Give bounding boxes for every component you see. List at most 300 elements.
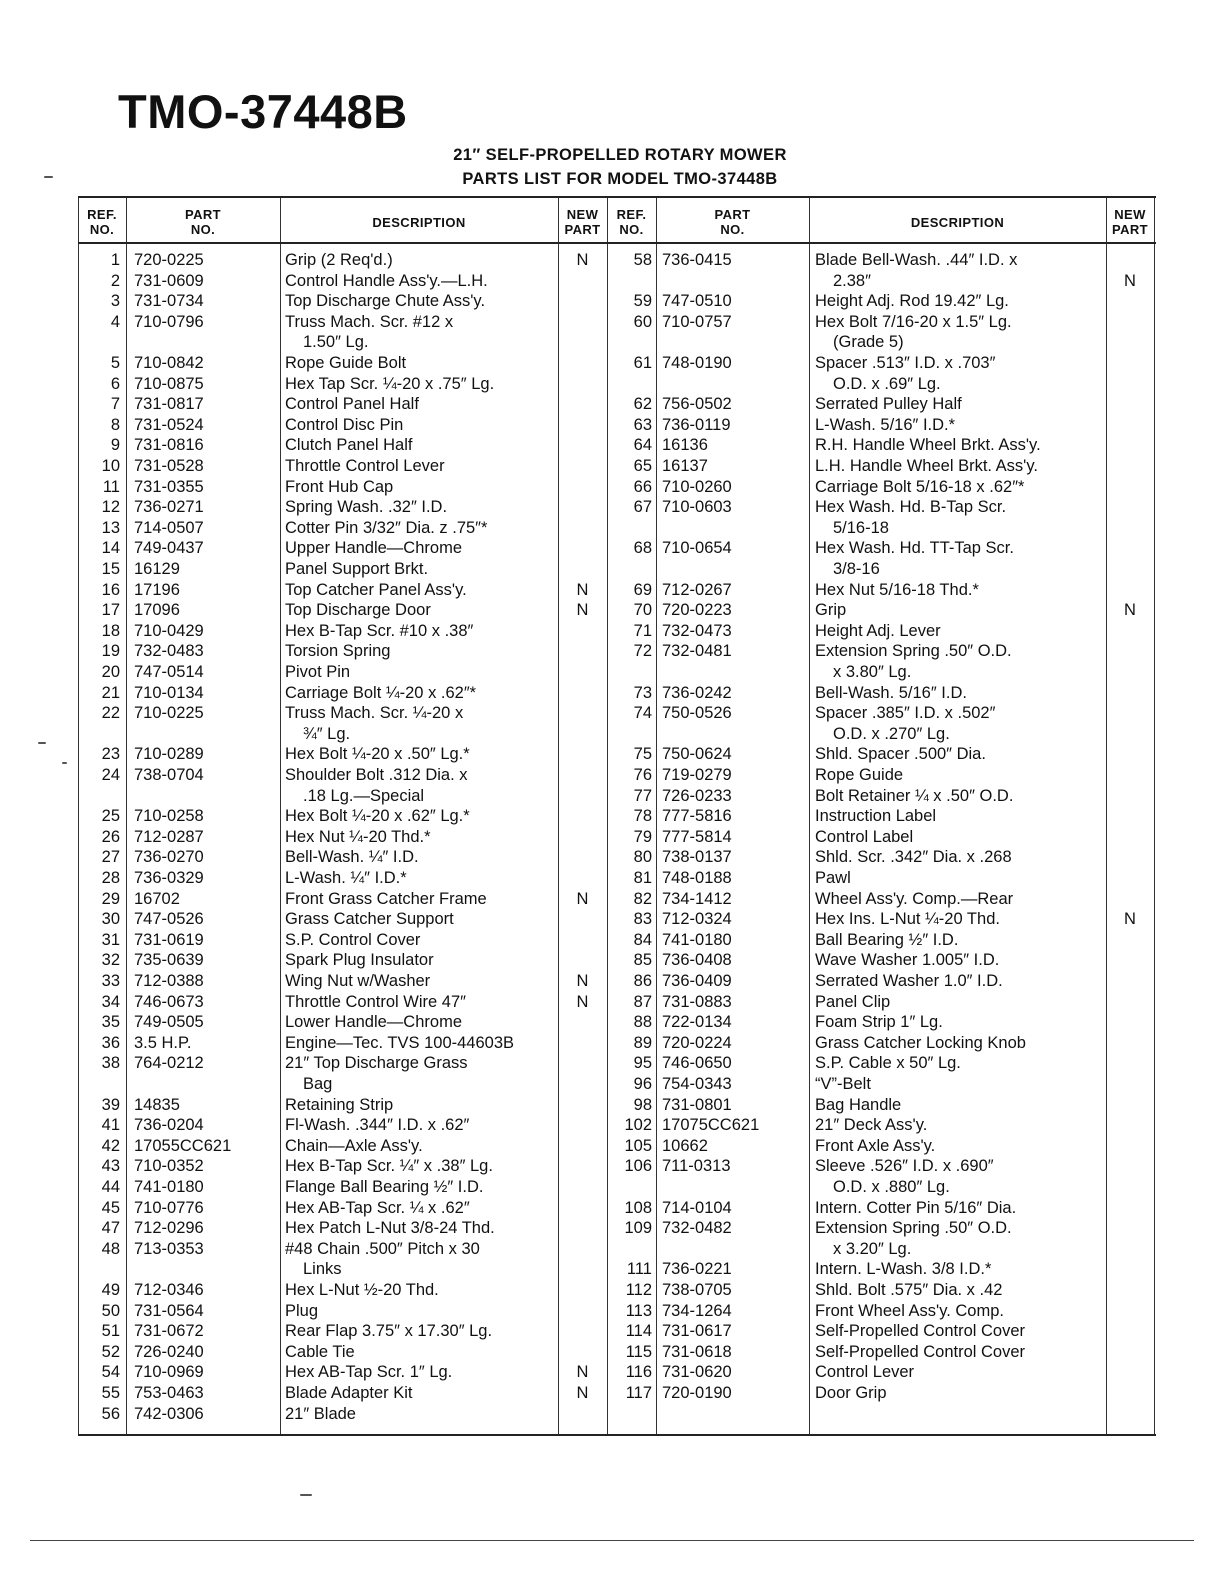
part-description: Top Discharge Chute Ass'y. [285, 292, 486, 311]
part-description: ¾″ Lg. [303, 724, 351, 743]
ref-number: 2 [110, 271, 120, 290]
part-description: Lower Handle—Chrome [285, 1013, 462, 1032]
part-description: (Grade 5) [833, 333, 904, 352]
table-row [78, 1074, 1156, 1095]
part-description: 1.50″ Lg. [303, 333, 369, 352]
part-number: 710-0352 [134, 1157, 204, 1176]
table-row [78, 497, 1156, 518]
table-row [78, 1383, 1156, 1404]
part-number: 734-1264 [662, 1301, 732, 1320]
header-description: DESCRIPTION [910, 214, 1005, 230]
part-number: 710-0842 [134, 354, 204, 372]
part-number: 734-1412 [662, 889, 732, 908]
part-description: Engine—Tec. TVS 100-44603B [285, 1033, 515, 1052]
ref-number: 52 [101, 1342, 120, 1361]
part-description: Front Grass Catcher Frame [285, 889, 487, 908]
ref-number: 21 [101, 683, 120, 702]
table-row [78, 1259, 1156, 1280]
part-description: S.P. Cable x 50″ Lg. [815, 1054, 961, 1073]
part-number: 731-0620 [662, 1363, 732, 1382]
part-number: 732-0482 [662, 1219, 732, 1238]
ref-number: 39 [101, 1095, 120, 1114]
ref-number: 58 [633, 251, 652, 269]
part-description: Grass Catcher Support [285, 910, 454, 929]
table-row [78, 827, 1156, 848]
header-description: DESCRIPTION [372, 214, 466, 230]
ref-number: 69 [633, 580, 652, 599]
part-number: 748-0188 [662, 869, 732, 887]
part-number: 731-0524 [134, 415, 204, 434]
part-description: Hex Wash. Hd. B-Tap Scr. [815, 498, 1007, 517]
part-number: 731-0528 [134, 457, 204, 475]
part-description: Shoulder Bolt .312 Dia. x [285, 766, 468, 784]
new-part-flag: N [576, 1384, 589, 1402]
table-row [78, 312, 1156, 333]
table-row [78, 580, 1156, 601]
ref-number: 78 [633, 807, 652, 826]
ref-number: 73 [633, 683, 652, 702]
ref-number: 44 [101, 1178, 120, 1196]
part-description: Extension Spring .50″ O.D. [815, 1219, 1012, 1238]
part-number: 720-0190 [662, 1384, 732, 1402]
part-description: Serrated Pulley Half [815, 395, 962, 414]
ref-number: 115 [625, 1342, 652, 1361]
table-row [78, 1301, 1156, 1322]
part-number: 753-0463 [134, 1384, 204, 1402]
ref-number: 84 [633, 930, 652, 949]
part-number: 731-0619 [134, 930, 204, 949]
part-description: Height Adj. Rod 19.42″ Lg. [815, 292, 1009, 311]
ref-number: 65 [633, 457, 652, 475]
part-number: 710-0776 [134, 1198, 204, 1217]
part-description: Intern. Cotter Pin 5/16″ Dia. [815, 1198, 1017, 1217]
part-number: 777-5814 [662, 827, 732, 846]
table-row [78, 332, 1156, 353]
part-number: 747-0510 [662, 292, 732, 311]
ref-number: 27 [101, 848, 120, 867]
part-number: 712-0296 [134, 1219, 204, 1238]
table-row [78, 559, 1156, 580]
part-number: 720-0225 [134, 251, 204, 269]
part-number: 17075CC621 [662, 1116, 760, 1135]
ref-number: 108 [624, 1198, 652, 1217]
ref-number: 6 [110, 374, 120, 393]
part-description: Spring Wash. .32″ I.D. [285, 498, 448, 517]
new-part-flag: N [576, 972, 589, 990]
ref-number: 62 [633, 395, 652, 414]
part-number: 756-0502 [662, 395, 732, 414]
part-description: x 3.80″ Lg. [833, 663, 912, 681]
ref-number: 85 [633, 951, 652, 970]
ref-number: 77 [633, 786, 652, 805]
part-number: 712-0346 [134, 1281, 204, 1299]
table-row [78, 374, 1156, 395]
ref-number: 36 [101, 1033, 120, 1052]
part-description: Hex Nut 5/16-18 Thd.* [815, 580, 979, 599]
part-description: Retaining Strip [285, 1095, 394, 1114]
part-description: Clutch Panel Half [285, 436, 413, 455]
part-description: #48 Chain .500″ Pitch x 30 [285, 1239, 480, 1258]
part-description: Wing Nut w/Washer [285, 972, 431, 990]
part-number: 16137 [662, 457, 708, 475]
part-number: 735-0639 [134, 951, 204, 970]
part-description: 21″ Blade [285, 1404, 356, 1423]
table-row [78, 621, 1156, 642]
new-part-flag: N [1124, 271, 1136, 290]
part-number: 731-0609 [134, 271, 204, 290]
part-description: Height Adj. Lever [815, 621, 941, 640]
part-number: 736-0270 [134, 848, 204, 867]
part-description: Blade Bell-Wash. .44″ I.D. x [815, 251, 1018, 269]
part-description: Front Axle Ass'y. [815, 1136, 936, 1155]
ref-number: 95 [633, 1054, 652, 1073]
part-number: 731-0618 [662, 1342, 732, 1361]
table-row [78, 641, 1156, 662]
part-number: 10662 [662, 1136, 708, 1155]
ref-number: 20 [101, 663, 120, 681]
part-description: Door Grip [815, 1384, 887, 1402]
table-row [78, 992, 1156, 1013]
part-description: S.P. Control Cover [285, 930, 421, 949]
part-description: Self-Propelled Control Cover [815, 1342, 1026, 1361]
part-number: 736-0271 [134, 498, 204, 517]
ref-number: 112 [625, 1281, 652, 1299]
header-ref-no: REF. NO. [87, 207, 117, 237]
ref-number: 13 [101, 518, 120, 537]
part-description: Control Handle Ass'y.—L.H. [285, 271, 488, 290]
part-number: 738-0705 [662, 1281, 732, 1299]
table-row [78, 889, 1156, 910]
part-number: 736-0408 [662, 951, 732, 970]
scan-speck [300, 1494, 312, 1496]
ref-number: 4 [110, 312, 120, 331]
ref-number: 45 [101, 1198, 120, 1217]
ref-number: 9 [110, 436, 120, 455]
part-number: 722-0134 [662, 1013, 732, 1032]
model-title: TMO-37448B [118, 85, 408, 138]
part-number: 764-0212 [134, 1054, 204, 1073]
ref-number: 76 [633, 766, 652, 784]
table-row [78, 1280, 1156, 1301]
part-number: 747-0514 [134, 663, 204, 681]
table-row [78, 394, 1156, 415]
ref-number: 71 [633, 621, 652, 640]
ref-number: 102 [624, 1116, 652, 1135]
table-row [78, 415, 1156, 436]
ref-number: 79 [633, 827, 652, 846]
part-number: 731-0734 [134, 292, 204, 311]
ref-number: 75 [633, 745, 652, 764]
part-number: 17055CC621 [134, 1136, 232, 1155]
part-description: Cable Tie [285, 1342, 355, 1361]
part-description: Carriage Bolt 5/16-18 x .62″* [815, 477, 1025, 496]
part-description: Carriage Bolt ¼-20 x .62″* [285, 683, 477, 702]
part-description: Hex B-Tap Scr. #10 x .38″ [285, 621, 474, 640]
header-new-part: NEW PART [564, 207, 601, 237]
part-description: 5/16-18 [833, 518, 889, 537]
part-description: Panel Support Brkt. [285, 560, 429, 578]
part-description: Cotter Pin 3/32″ Dia. z .75″* [285, 518, 488, 537]
table-row [78, 1239, 1156, 1260]
part-number: 746-0673 [134, 992, 204, 1011]
ref-number: 116 [625, 1363, 652, 1382]
ref-number: 98 [633, 1095, 652, 1114]
scan-speck [62, 762, 67, 764]
part-description: Front Hub Cap [285, 477, 394, 496]
part-number: 17196 [134, 580, 180, 599]
part-description: Panel Clip [815, 992, 891, 1011]
table-row [78, 765, 1156, 786]
part-description: Pivot Pin [285, 663, 351, 681]
part-description: Bell-Wash. ¼″ I.D. [285, 848, 419, 867]
table-row [78, 1362, 1156, 1383]
ref-number: 50 [101, 1301, 120, 1320]
part-number: 710-0603 [662, 498, 732, 517]
part-number: 747-0526 [134, 910, 204, 929]
part-number: 754-0343 [662, 1075, 732, 1093]
part-number: 777-5816 [662, 807, 732, 826]
part-description: O.D. x .270″ Lg. [833, 724, 950, 743]
new-part-flag: N [576, 1363, 589, 1382]
part-number: 3.5 H.P. [134, 1033, 192, 1052]
ref-number: 96 [633, 1075, 652, 1093]
table-row [78, 806, 1156, 827]
part-number: 731-0817 [134, 395, 204, 414]
ref-number: 68 [633, 539, 652, 558]
ref-number: 8 [110, 415, 120, 434]
ref-number: 25 [101, 807, 120, 826]
part-description: Blade Adapter Kit [285, 1384, 413, 1402]
ref-number: 26 [101, 827, 120, 846]
part-description: Flange Ball Bearing ½″ I.D. [285, 1178, 484, 1196]
ref-number: 31 [101, 930, 120, 949]
part-description: Hex Wash. Hd. TT-Tap Scr. [815, 539, 1014, 558]
part-description: Hex AB-Tap Scr. 1″ Lg. [285, 1363, 453, 1382]
ref-number: 60 [633, 312, 652, 331]
table-row [78, 1342, 1156, 1363]
part-number: 736-0119 [662, 415, 731, 434]
part-description: Hex AB-Tap Scr. ¼ x .62″ [285, 1198, 470, 1217]
part-description: Hex Bolt 7/16-20 x 1.5″ Lg. [815, 312, 1012, 331]
part-description: Spark Plug Insulator [285, 951, 434, 970]
parts-list-heading: PARTS LIST FOR MODEL TMO-37448B [462, 170, 778, 188]
part-description: Serrated Washer 1.0″ I.D. [815, 972, 1003, 990]
ref-number: 48 [101, 1239, 120, 1258]
part-description: Wheel Ass'y. Comp.—Rear [815, 889, 1014, 908]
part-description: Hex Bolt ¼-20 x .62″ Lg.* [285, 807, 470, 826]
part-number: 712-0267 [662, 580, 732, 599]
part-description: Instruction Label [815, 807, 937, 826]
part-number: 710-0875 [134, 374, 204, 393]
document-subtitle: 21″ SELF-PROPELLED ROTARY MOWER [453, 146, 787, 164]
ref-number: 16 [101, 580, 120, 599]
part-description: 21″ Top Discharge Grass [285, 1054, 468, 1073]
part-description: Hex Bolt ¼-20 x .50″ Lg.* [285, 745, 470, 764]
ref-number: 70 [633, 601, 652, 620]
header-part-no: PART NO. [714, 207, 751, 237]
part-description: O.D. x .69″ Lg. [833, 374, 941, 393]
part-number: 17096 [134, 601, 180, 620]
table-row [78, 250, 1156, 271]
part-description: Throttle Control Wire 47″ [285, 992, 466, 1011]
header-ref-no: REF. NO. [616, 207, 647, 237]
part-number: 16136 [662, 436, 708, 455]
part-number: 710-0969 [134, 1363, 204, 1382]
header-part-no: PART NO. [184, 207, 222, 237]
part-description: L-Wash. ¼″ I.D.* [285, 869, 407, 887]
part-number: 731-0816 [134, 436, 204, 455]
part-number: 736-0415 [662, 251, 732, 269]
part-description: Truss Mach. Scr. ¼-20 x [285, 704, 464, 723]
part-description: Rope Guide [815, 766, 904, 784]
header-new-part: NEW PART [1111, 207, 1149, 237]
part-number: 712-0287 [134, 827, 204, 846]
part-number: 710-0260 [662, 477, 732, 496]
table-row [78, 271, 1156, 292]
ref-number: 105 [624, 1136, 652, 1155]
header-rule [78, 242, 1156, 244]
part-description: 2.38″ [833, 271, 871, 290]
ref-number: 23 [101, 745, 120, 764]
part-description: Control Panel Half [285, 395, 419, 414]
part-number: 738-0137 [662, 848, 732, 867]
part-number: 731-0672 [134, 1322, 204, 1341]
part-number: 732-0483 [134, 642, 204, 661]
part-description: 3/8-16 [833, 560, 880, 578]
ref-number: 34 [101, 992, 120, 1011]
ref-number: 10 [101, 457, 120, 475]
part-description: Control Lever [815, 1363, 915, 1382]
part-number: 738-0704 [134, 766, 204, 784]
ref-number: 43 [101, 1157, 120, 1176]
ref-number: 24 [101, 766, 120, 784]
part-description: Spacer .385″ I.D. x .502″ [815, 704, 996, 723]
part-description: Chain—Axle Ass'y. [285, 1136, 423, 1155]
part-description: Grass Catcher Locking Knob [815, 1033, 1026, 1052]
ref-number: 86 [633, 972, 652, 990]
part-description: Self-Propelled Control Cover [815, 1322, 1026, 1341]
part-description: Bell-Wash. 5/16″ I.D. [815, 683, 967, 702]
part-description: Links [303, 1260, 342, 1279]
scan-speck [44, 176, 53, 178]
part-number: 731-0617 [662, 1322, 732, 1341]
part-number: 710-0289 [134, 745, 204, 764]
table-row [78, 971, 1156, 992]
ref-number: 33 [101, 972, 120, 990]
part-number: 710-0134 [134, 683, 204, 702]
part-number: 710-0429 [134, 621, 204, 640]
ref-number: 17 [101, 601, 120, 620]
part-description: Rope Guide Bolt [285, 354, 407, 372]
part-number: 736-0204 [134, 1116, 204, 1135]
table-row [78, 518, 1156, 539]
part-description: Front Wheel Ass'y. Comp. [815, 1301, 1004, 1320]
part-description: O.D. x .880″ Lg. [833, 1178, 950, 1196]
ref-number: 18 [101, 621, 120, 640]
scan-speck [38, 742, 46, 744]
part-number: 731-0355 [134, 477, 204, 496]
part-number: 711-0313 [662, 1157, 731, 1176]
parts-table [78, 196, 1156, 1436]
ref-number: 28 [101, 869, 120, 887]
ref-number: 89 [633, 1033, 652, 1052]
ref-number: 15 [101, 560, 120, 578]
part-description: Shld. Bolt .575″ Dia. x .42 [815, 1281, 1003, 1299]
page-footer-rule [30, 1540, 1194, 1541]
ref-number: 32 [101, 951, 120, 970]
ref-number: 80 [633, 848, 652, 867]
part-description: Throttle Control Lever [285, 457, 445, 475]
part-number: 710-0225 [134, 704, 204, 723]
ref-number: 88 [633, 1013, 652, 1032]
part-description: Grip (2 Req'd.) [285, 251, 393, 269]
part-description: Hex L-Nut ½-20 Thd. [285, 1281, 439, 1299]
part-description: 21″ Deck Ass'y. [815, 1116, 928, 1135]
table-row [78, 1053, 1156, 1074]
ref-number: 117 [625, 1384, 652, 1402]
part-number: 741-0180 [134, 1178, 204, 1196]
part-number: 731-0883 [662, 992, 732, 1011]
ref-number: 1 [110, 251, 120, 269]
part-number: 16129 [134, 560, 180, 578]
part-description: Bag Handle [815, 1095, 902, 1114]
ref-number: 67 [633, 498, 652, 517]
ref-number: 66 [633, 477, 652, 496]
table-row [78, 683, 1156, 704]
part-number: 732-0481 [662, 642, 732, 661]
part-description: R.H. Handle Wheel Brkt. Ass'y. [815, 436, 1041, 455]
new-part-flag: N [576, 992, 589, 1011]
part-description: Sleeve .526″ I.D. x .690″ [815, 1157, 994, 1176]
table-row [78, 1404, 1156, 1425]
table-row [78, 477, 1156, 498]
new-part-flag: N [576, 889, 589, 908]
table-row [78, 909, 1156, 930]
part-number: 736-0242 [662, 683, 732, 702]
ref-number: 41 [101, 1116, 120, 1135]
part-description: Truss Mach. Scr. #12 x [285, 312, 454, 331]
table-row [78, 435, 1156, 456]
ref-number: 38 [101, 1054, 120, 1073]
part-number: 750-0526 [662, 704, 732, 723]
ref-number: 72 [633, 642, 652, 661]
part-description: x 3.20″ Lg. [833, 1239, 912, 1258]
ref-number: 59 [633, 292, 652, 311]
part-number: 731-0801 [662, 1095, 732, 1114]
ref-number: 87 [633, 992, 652, 1011]
part-description: Bolt Retainer ¼ x .50″ O.D. [815, 786, 1014, 805]
table-row [78, 724, 1156, 745]
part-number: 16702 [134, 889, 180, 908]
ref-number: 51 [101, 1322, 120, 1341]
part-number: 732-0473 [662, 621, 732, 640]
table-row [78, 1136, 1156, 1157]
part-description: Upper Handle—Chrome [285, 539, 462, 558]
part-number: 748-0190 [662, 354, 732, 372]
part-number: 712-0324 [662, 910, 732, 929]
table-row [78, 600, 1156, 621]
table-row [78, 1012, 1156, 1033]
part-description: Plug [285, 1301, 319, 1320]
part-description: “V”-Belt [815, 1075, 871, 1093]
part-description: L.H. Handle Wheel Brkt. Ass'y. [815, 457, 1038, 475]
part-number: 736-0409 [662, 972, 732, 990]
part-description: .18 Lg.—Special [303, 786, 425, 805]
table-row [78, 1156, 1156, 1177]
ref-number: 5 [110, 354, 120, 372]
part-number: 736-0329 [134, 869, 204, 887]
part-description: Wave Washer 1.005″ I.D. [815, 951, 1000, 970]
